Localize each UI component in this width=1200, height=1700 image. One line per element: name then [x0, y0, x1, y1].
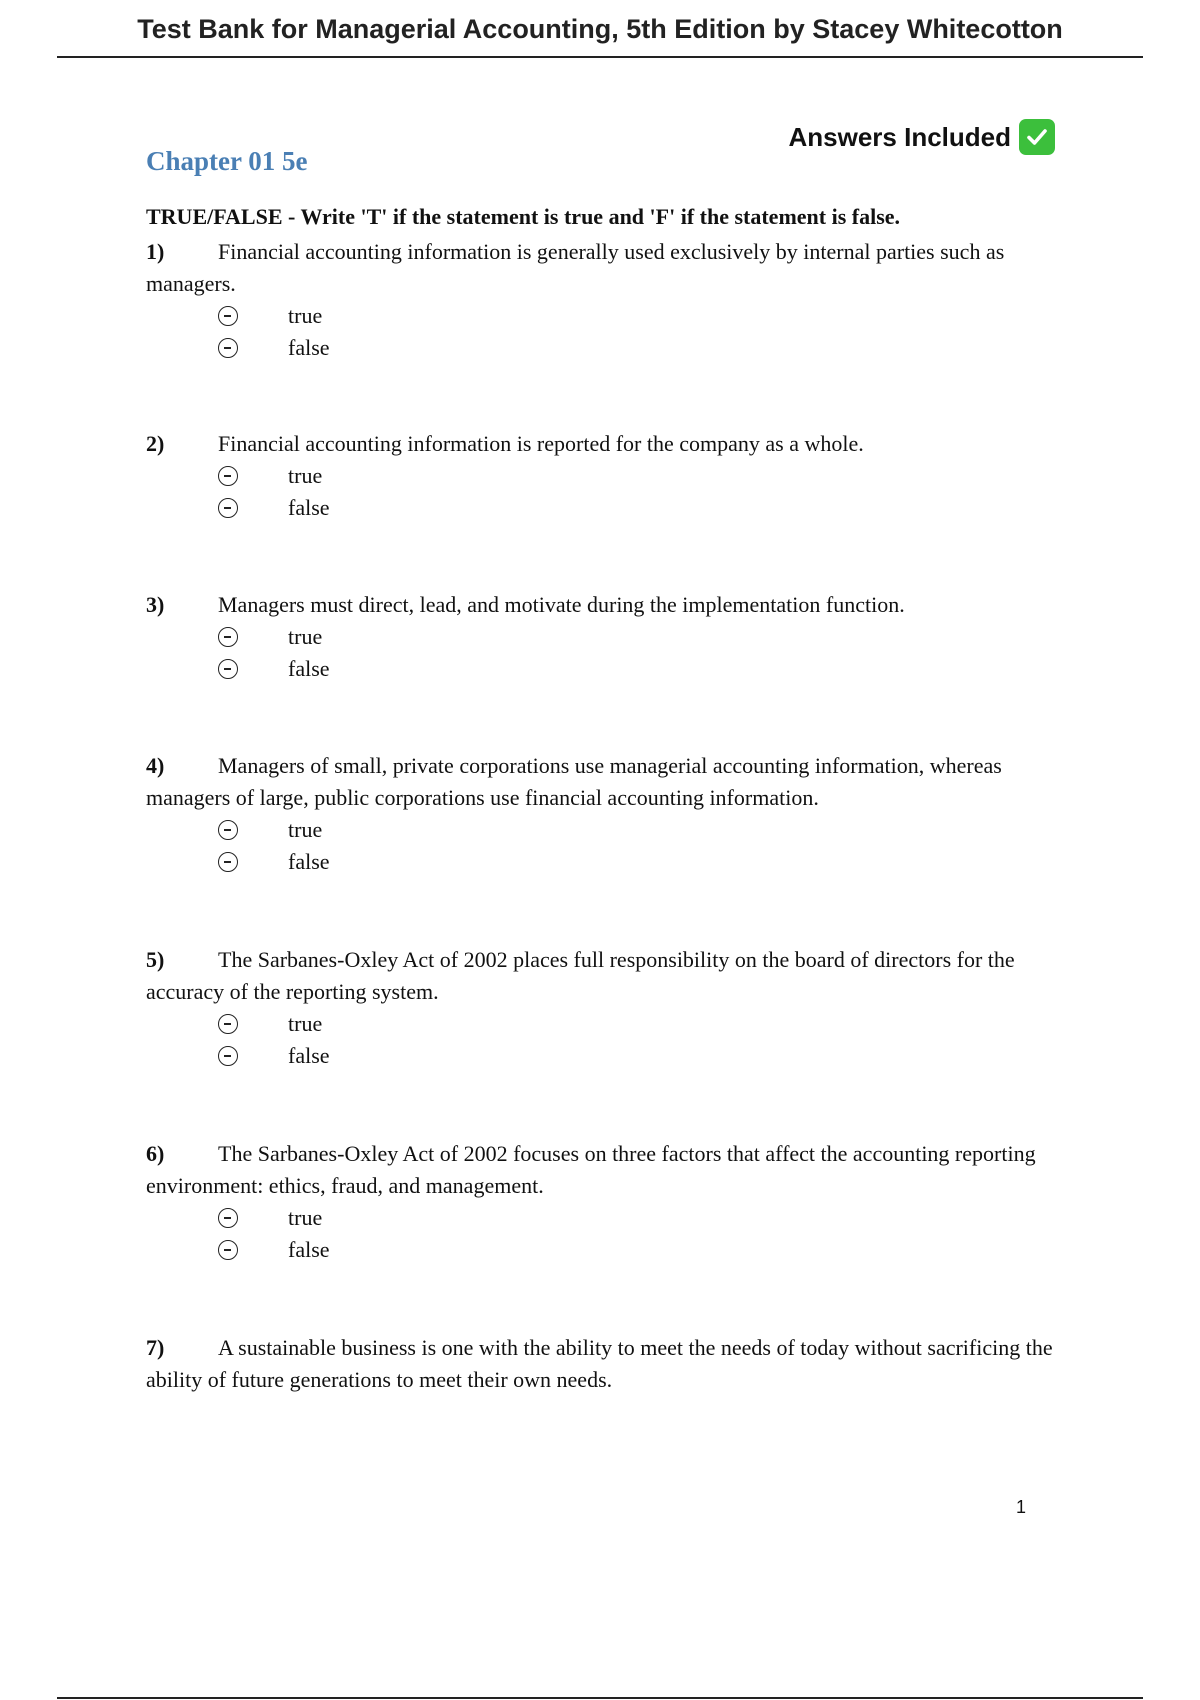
option-label: true [288, 1011, 323, 1036]
radio-button-icon[interactable] [218, 1014, 238, 1034]
question-1 [146, 236, 1086, 364]
radio-button-icon[interactable] [218, 338, 238, 358]
question-text: A sustainable business is one with the ability to meet the needs of today without sacrificing the ability of future generations to meet their own needs. [146, 1335, 1053, 1392]
option-false[interactable] [146, 846, 1086, 878]
question-text: Financial accounting information is reported for the company as a whole. [218, 431, 864, 456]
question-text: Managers of small, private corporations use managerial accounting information, whereas managers of large, public corporations use financial accounting information. [146, 753, 1002, 810]
radio-button-icon[interactable] [218, 1240, 238, 1260]
option-label: false [288, 849, 330, 874]
question-7-text-block [146, 1332, 1086, 1396]
question-3 [146, 589, 1086, 685]
question-1-text-block [146, 236, 1086, 300]
option-label: false [288, 1237, 330, 1262]
option-label: false [288, 495, 330, 520]
question-number: 3) [146, 592, 165, 617]
option-label: true [288, 303, 323, 328]
question-3-text-block [146, 589, 1086, 621]
option-label: true [288, 1205, 323, 1230]
section-instructions: TRUE/FALSE - Write 'T' if the statement is true and 'F' if the statement is false. [146, 204, 901, 229]
question-5 [146, 944, 1086, 1072]
question-2-text-block [146, 428, 1086, 460]
option-true[interactable] [146, 814, 1086, 846]
question-7 [146, 1332, 1086, 1396]
option-label: false [288, 1043, 330, 1068]
radio-button-icon[interactable] [218, 852, 238, 872]
question-number: 6) [146, 1141, 165, 1166]
question-4-text-block [146, 750, 1086, 814]
question-4 [146, 750, 1086, 878]
document-header-title: Test Bank for Managerial Accounting, 5th Edition by Stacey Whitecotton [137, 14, 1063, 44]
radio-button-icon[interactable] [218, 498, 238, 518]
option-true[interactable] [146, 1202, 1086, 1234]
option-true[interactable] [146, 621, 1086, 653]
question-text: Managers must direct, lead, and motivate during the implementation function. [218, 592, 905, 617]
answers-included-badge [789, 119, 1056, 155]
question-5-text-block [146, 944, 1086, 1008]
question-text: The Sarbanes-Oxley Act of 2002 focuses on three factors that affect the accounting reporting environment: ethics, fraud, and management. [146, 1141, 1036, 1198]
footer-divider [57, 1697, 1143, 1699]
question-text: The Sarbanes-Oxley Act of 2002 places full responsibility on the board of directors for the accuracy of the reporting system. [146, 947, 1015, 1004]
question-text: Financial accounting information is generally used exclusively by internal parties such as managers. [146, 239, 1005, 296]
answers-included-label: Answers Included [788, 121, 1011, 152]
radio-button-icon[interactable] [218, 1046, 238, 1066]
option-false[interactable] [146, 1234, 1086, 1266]
radio-button-icon[interactable] [218, 820, 238, 840]
check-mark-button-icon [1019, 119, 1055, 155]
option-false[interactable] [146, 332, 1086, 364]
question-number: 1) [146, 239, 165, 264]
question-number: 2) [146, 431, 165, 456]
header-divider [57, 56, 1143, 58]
option-true[interactable] [146, 460, 1086, 492]
option-label: true [288, 817, 323, 842]
chapter-title: Chapter 01 5e [146, 146, 308, 176]
option-false[interactable] [146, 653, 1086, 685]
question-number: 7) [146, 1335, 165, 1360]
option-true[interactable] [146, 300, 1086, 332]
option-false[interactable] [146, 492, 1086, 524]
question-6 [146, 1138, 1086, 1266]
radio-button-icon[interactable] [218, 1208, 238, 1228]
question-number: 5) [146, 947, 165, 972]
question-number: 4) [146, 753, 165, 778]
radio-button-icon[interactable] [218, 627, 238, 647]
radio-button-icon[interactable] [218, 466, 238, 486]
page-number: 1 [1016, 1497, 1027, 1517]
option-label: false [288, 335, 330, 360]
option-label: false [288, 656, 330, 681]
option-label: true [288, 624, 323, 649]
radio-button-icon[interactable] [218, 306, 238, 326]
question-6-text-block [146, 1138, 1086, 1202]
option-label: true [288, 463, 323, 488]
question-2 [146, 428, 1086, 524]
radio-button-icon[interactable] [218, 659, 238, 679]
option-false[interactable] [146, 1040, 1086, 1072]
option-true[interactable] [146, 1008, 1086, 1040]
